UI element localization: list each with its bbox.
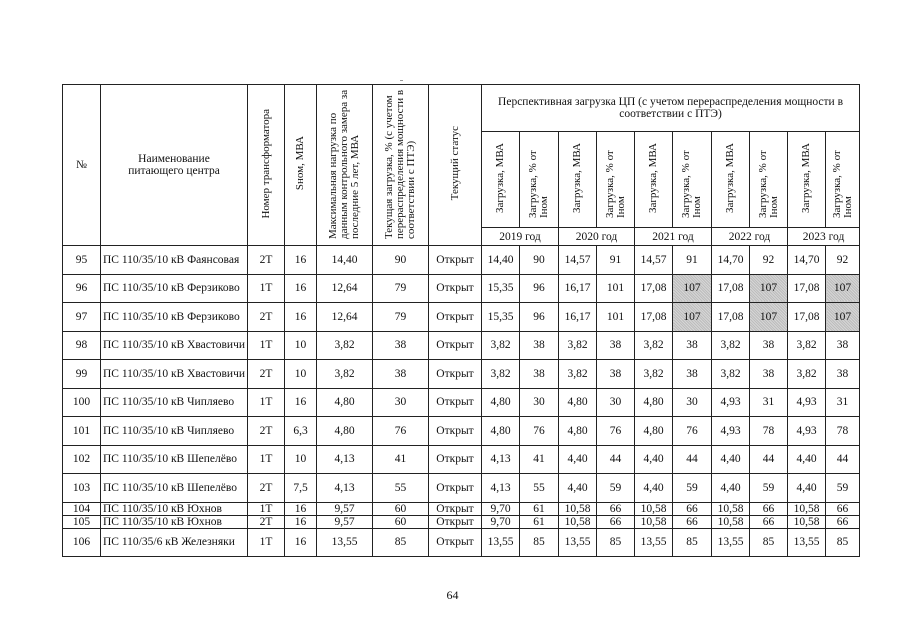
cell-load-pct: 107 xyxy=(673,274,712,303)
cell-status: Открыт xyxy=(429,331,482,360)
cell-load-pct: 61 xyxy=(520,515,559,528)
cell-load-mva: 13,55 xyxy=(712,528,750,557)
cell-load-mva: 3,82 xyxy=(482,360,520,389)
cell-maxload: 12,64 xyxy=(317,303,373,332)
header-load-pct-2022 xyxy=(750,132,788,228)
cell-load-pct: 66 xyxy=(750,502,788,515)
cell-load-mva: 4,40 xyxy=(712,474,750,503)
header-transformer xyxy=(248,85,285,246)
cell-load-mva: 15,35 xyxy=(482,274,520,303)
header-year-2022: 2022 год xyxy=(712,228,788,246)
header-perspective xyxy=(482,85,860,132)
cell-load-mva: 4,40 xyxy=(559,445,597,474)
cell-load-mva: 13,55 xyxy=(482,528,520,557)
cell-snom: 7,5 xyxy=(285,474,317,503)
cell-load-mva: 10,58 xyxy=(559,502,597,515)
cell-snom: 6,3 xyxy=(285,417,317,446)
cell-load-mva: 13,55 xyxy=(788,528,826,557)
header-load-mva-text: Загрузка, МВА xyxy=(571,142,583,214)
cell-load-mva: 3,82 xyxy=(712,331,750,360)
cell-load-mva: 10,58 xyxy=(635,502,673,515)
cell-load-mva: 4,80 xyxy=(559,417,597,446)
cell-curload: 30 xyxy=(373,388,429,417)
cell-curload: 55 xyxy=(373,474,429,503)
cell-name: ПС 110/35/10 кВ Ферзиково xyxy=(101,274,248,303)
cell-name: ПС 110/35/10 кВ Шепелёво xyxy=(101,445,248,474)
cell-load-mva: 4,40 xyxy=(788,445,826,474)
substation-load-table xyxy=(62,84,860,557)
cell-transformer: 2Т xyxy=(248,515,285,528)
table-row xyxy=(63,360,860,389)
cell-load-pct: 44 xyxy=(597,445,635,474)
scan-mark xyxy=(400,80,403,81)
cell-load-pct: 38 xyxy=(673,331,712,360)
header-load-pct-2023 xyxy=(826,132,860,228)
header-maxload xyxy=(317,85,373,246)
cell-load-mva: 3,82 xyxy=(635,331,673,360)
cell-name: ПС 110/35/10 кВ Шепелёво xyxy=(101,474,248,503)
cell-load-pct: 66 xyxy=(673,502,712,515)
cell-load-pct: 61 xyxy=(520,502,559,515)
cell-load-pct: 90 xyxy=(520,246,559,275)
cell-maxload: 9,57 xyxy=(317,502,373,515)
cell-num: 96 xyxy=(63,274,101,303)
cell-load-mva: 4,13 xyxy=(482,474,520,503)
header-load-mva-text: Загрузка, МВА xyxy=(494,142,506,214)
cell-load-pct: 41 xyxy=(520,445,559,474)
cell-maxload: 14,40 xyxy=(317,246,373,275)
cell-load-mva: 14,57 xyxy=(559,246,597,275)
cell-snom: 10 xyxy=(285,445,317,474)
header-load-pct-2019 xyxy=(520,132,559,228)
cell-num: 101 xyxy=(63,417,101,446)
cell-status: Открыт xyxy=(429,445,482,474)
cell-maxload: 3,82 xyxy=(317,331,373,360)
cell-status: Открыт xyxy=(429,417,482,446)
cell-curload: 60 xyxy=(373,502,429,515)
cell-load-pct: 44 xyxy=(673,445,712,474)
cell-load-pct: 38 xyxy=(826,331,860,360)
header-load-pct-2021 xyxy=(673,132,712,228)
cell-curload: 38 xyxy=(373,360,429,389)
cell-load-pct: 31 xyxy=(750,388,788,417)
cell-name: ПС 110/35/10 кВ Юхнов xyxy=(101,515,248,528)
cell-status: Открыт xyxy=(429,515,482,528)
cell-transformer: 2Т xyxy=(248,474,285,503)
cell-curload: 79 xyxy=(373,274,429,303)
header-load-mva-2023 xyxy=(788,132,826,228)
header-load-mva-text: Загрузка, МВА xyxy=(800,142,812,214)
cell-name: ПС 110/35/10 кВ Хвастовичи xyxy=(101,360,248,389)
cell-status: Открыт xyxy=(429,360,482,389)
cell-load-mva: 4,93 xyxy=(788,388,826,417)
cell-load-pct: 92 xyxy=(826,246,860,275)
cell-name: ПС 110/35/10 кВ Хвастовичи xyxy=(101,331,248,360)
table-row xyxy=(63,303,860,332)
cell-load-mva: 4,13 xyxy=(482,445,520,474)
cell-load-pct: 107 xyxy=(826,274,860,303)
table-row xyxy=(63,445,860,474)
cell-load-mva: 10,58 xyxy=(559,515,597,528)
cell-transformer: 1Т xyxy=(248,331,285,360)
table-row xyxy=(63,474,860,503)
cell-load-mva: 4,93 xyxy=(712,417,750,446)
header-num: № xyxy=(63,85,101,246)
cell-snom: 16 xyxy=(285,528,317,557)
cell-load-pct: 38 xyxy=(597,360,635,389)
header-snom-text: Sном, МВА xyxy=(294,136,306,191)
cell-load-pct: 31 xyxy=(826,388,860,417)
cell-status: Открыт xyxy=(429,246,482,275)
cell-snom: 16 xyxy=(285,388,317,417)
header-name-text: Наименование питающего центра xyxy=(128,153,220,177)
cell-load-pct: 92 xyxy=(750,246,788,275)
cell-load-pct: 44 xyxy=(750,445,788,474)
cell-load-pct: 85 xyxy=(673,528,712,557)
cell-status: Открыт xyxy=(429,502,482,515)
cell-load-pct: 107 xyxy=(673,303,712,332)
cell-load-pct: 30 xyxy=(597,388,635,417)
cell-load-mva: 3,82 xyxy=(788,331,826,360)
cell-num: 106 xyxy=(63,528,101,557)
cell-load-pct: 59 xyxy=(826,474,860,503)
header-status xyxy=(429,85,482,246)
cell-load-pct: 59 xyxy=(673,474,712,503)
header-year-2023: 2023 год xyxy=(788,228,860,246)
cell-load-mva: 17,08 xyxy=(635,274,673,303)
cell-load-pct: 38 xyxy=(826,360,860,389)
header-load-pct-text: Загрузка, % от Iном xyxy=(527,150,550,218)
cell-load-mva: 10,58 xyxy=(712,515,750,528)
cell-load-mva: 17,08 xyxy=(788,274,826,303)
header-transformer-text: Номер трансформатора xyxy=(259,108,272,219)
header-snom xyxy=(285,85,317,246)
cell-status: Открыт xyxy=(429,528,482,557)
cell-load-pct: 85 xyxy=(520,528,559,557)
cell-load-pct: 78 xyxy=(826,417,860,446)
cell-curload: 41 xyxy=(373,445,429,474)
cell-load-mva: 4,80 xyxy=(559,388,597,417)
cell-load-mva: 17,08 xyxy=(712,274,750,303)
header-maxload-text: Максимальная нагрузка по данным контрольного замера за последние 5 лет, МВА xyxy=(327,89,361,239)
cell-status: Открыт xyxy=(429,474,482,503)
cell-curload: 90 xyxy=(373,246,429,275)
cell-status: Открыт xyxy=(429,388,482,417)
cell-load-pct: 66 xyxy=(826,515,860,528)
cell-load-pct: 91 xyxy=(597,246,635,275)
cell-load-mva: 10,58 xyxy=(635,515,673,528)
cell-load-mva: 9,70 xyxy=(482,515,520,528)
header-load-mva-text: Загрузка, МВА xyxy=(724,142,736,214)
cell-transformer: 2Т xyxy=(248,360,285,389)
cell-snom: 16 xyxy=(285,502,317,515)
header-year-2020: 2020 год xyxy=(559,228,635,246)
cell-load-pct: 59 xyxy=(750,474,788,503)
header-load-pct-text: Загрузка, % от Iном xyxy=(680,150,703,218)
cell-load-pct: 101 xyxy=(597,303,635,332)
cell-maxload: 13,55 xyxy=(317,528,373,557)
cell-load-pct: 38 xyxy=(750,360,788,389)
cell-load-mva: 13,55 xyxy=(635,528,673,557)
cell-load-mva: 14,70 xyxy=(712,246,750,275)
cell-num: 99 xyxy=(63,360,101,389)
cell-load-mva: 3,82 xyxy=(712,360,750,389)
page-number: 64 xyxy=(446,588,459,602)
cell-load-mva: 4,80 xyxy=(635,388,673,417)
cell-load-pct: 96 xyxy=(520,274,559,303)
cell-curload: 38 xyxy=(373,331,429,360)
cell-transformer: 1Т xyxy=(248,274,285,303)
cell-curload: 76 xyxy=(373,417,429,446)
cell-load-mva: 14,40 xyxy=(482,246,520,275)
table-row xyxy=(63,417,860,446)
table-row xyxy=(63,388,860,417)
cell-load-pct: 91 xyxy=(673,246,712,275)
cell-maxload: 12,64 xyxy=(317,274,373,303)
cell-load-pct: 38 xyxy=(597,331,635,360)
header-load-pct-text: Загрузка, % от Iном xyxy=(603,150,627,218)
cell-load-mva: 4,40 xyxy=(635,445,673,474)
cell-maxload: 4,13 xyxy=(317,445,373,474)
header-load-pct-text: Загрузка, % от Iном xyxy=(756,150,780,218)
cell-name: ПС 110/35/10 кВ Чипляево xyxy=(101,388,248,417)
cell-load-mva: 4,80 xyxy=(482,417,520,446)
cell-load-mva: 14,57 xyxy=(635,246,673,275)
cell-num: 97 xyxy=(63,303,101,332)
cell-maxload: 3,82 xyxy=(317,360,373,389)
cell-maxload: 4,80 xyxy=(317,388,373,417)
cell-load-mva: 14,70 xyxy=(788,246,826,275)
cell-load-mva: 4,80 xyxy=(635,417,673,446)
cell-snom: 16 xyxy=(285,303,317,332)
table-body xyxy=(63,246,860,557)
cell-load-pct: 66 xyxy=(597,502,635,515)
cell-transformer: 1Т xyxy=(248,528,285,557)
cell-snom: 10 xyxy=(285,331,317,360)
cell-load-mva: 10,58 xyxy=(788,502,826,515)
header-load-pct-2020 xyxy=(597,132,635,228)
cell-load-pct: 107 xyxy=(826,303,860,332)
cell-load-mva: 9,70 xyxy=(482,502,520,515)
cell-load-mva: 4,80 xyxy=(482,388,520,417)
cell-load-mva: 17,08 xyxy=(712,303,750,332)
cell-load-mva: 16,17 xyxy=(559,274,597,303)
cell-load-pct: 59 xyxy=(597,474,635,503)
cell-load-mva: 3,82 xyxy=(559,331,597,360)
header-load-mva-2022 xyxy=(712,132,750,228)
header-load-mva-2020 xyxy=(559,132,597,228)
cell-transformer: 2Т xyxy=(248,246,285,275)
cell-load-mva: 3,82 xyxy=(788,360,826,389)
cell-transformer: 1Т xyxy=(248,502,285,515)
header-year-2021: 2021 год xyxy=(635,228,712,246)
cell-load-pct: 38 xyxy=(520,360,559,389)
cell-load-mva: 10,58 xyxy=(712,502,750,515)
cell-load-mva: 3,82 xyxy=(635,360,673,389)
cell-load-pct: 76 xyxy=(673,417,712,446)
cell-load-mva: 4,40 xyxy=(635,474,673,503)
cell-num: 102 xyxy=(63,445,101,474)
cell-curload: 60 xyxy=(373,515,429,528)
cell-snom: 16 xyxy=(285,274,317,303)
cell-load-pct: 66 xyxy=(750,515,788,528)
cell-load-pct: 30 xyxy=(520,388,559,417)
table-row xyxy=(63,502,860,515)
cell-load-pct: 78 xyxy=(750,417,788,446)
header-load-mva-2021 xyxy=(635,132,673,228)
cell-num: 105 xyxy=(63,515,101,528)
cell-load-pct: 85 xyxy=(750,528,788,557)
cell-load-mva: 4,93 xyxy=(788,417,826,446)
cell-load-pct: 38 xyxy=(673,360,712,389)
cell-load-pct: 96 xyxy=(520,303,559,332)
cell-num: 103 xyxy=(63,474,101,503)
cell-load-pct: 85 xyxy=(597,528,635,557)
cell-load-mva: 17,08 xyxy=(635,303,673,332)
cell-name: ПС 110/35/10 кВ Фаянсовая xyxy=(101,246,248,275)
header-status-text: Текущий статус xyxy=(448,126,461,201)
cell-load-mva: 4,93 xyxy=(712,388,750,417)
cell-load-mva: 16,17 xyxy=(559,303,597,332)
cell-snom: 16 xyxy=(285,246,317,275)
cell-name: ПС 110/35/10 кВ Ферзиково xyxy=(101,303,248,332)
cell-load-pct: 76 xyxy=(597,417,635,446)
cell-num: 95 xyxy=(63,246,101,275)
cell-load-mva: 15,35 xyxy=(482,303,520,332)
cell-maxload: 4,80 xyxy=(317,417,373,446)
header-curload xyxy=(373,85,429,246)
cell-load-pct: 44 xyxy=(826,445,860,474)
cell-load-pct: 107 xyxy=(750,303,788,332)
table-row xyxy=(63,528,860,557)
cell-load-pct: 101 xyxy=(597,274,635,303)
cell-load-pct: 85 xyxy=(826,528,860,557)
cell-curload: 85 xyxy=(373,528,429,557)
header-load-pct-text: Загрузка, % от Iном xyxy=(830,150,854,218)
header-load-mva-text: Загрузка, МВА xyxy=(647,142,659,214)
header-load-mva-2019 xyxy=(482,132,520,228)
cell-load-mva: 4,40 xyxy=(788,474,826,503)
cell-load-pct: 38 xyxy=(750,331,788,360)
cell-snom: 10 xyxy=(285,360,317,389)
table-row xyxy=(63,515,860,528)
cell-load-mva: 3,82 xyxy=(559,360,597,389)
cell-name: ПС 110/35/10 кВ Юхнов xyxy=(101,502,248,515)
cell-snom: 16 xyxy=(285,515,317,528)
cell-transformer: 2Т xyxy=(248,303,285,332)
cell-transformer: 2Т xyxy=(248,417,285,446)
cell-load-mva: 3,82 xyxy=(482,331,520,360)
table-row xyxy=(63,274,860,303)
header-perspective-text: Перспективная загрузка ЦП (с учетом перераспределения мощности в соответствии с ПТЭ) xyxy=(498,96,844,120)
header-name xyxy=(101,85,248,246)
cell-transformer: 1Т xyxy=(248,388,285,417)
cell-curload: 79 xyxy=(373,303,429,332)
cell-num: 104 xyxy=(63,502,101,515)
cell-load-pct: 76 xyxy=(520,417,559,446)
cell-name: ПС 110/35/10 кВ Чипляево xyxy=(101,417,248,446)
cell-transformer: 1Т xyxy=(248,445,285,474)
cell-load-pct: 107 xyxy=(750,274,788,303)
cell-load-pct: 38 xyxy=(520,331,559,360)
cell-load-mva: 10,58 xyxy=(788,515,826,528)
cell-name: ПС 110/35/6 кВ Железняки xyxy=(101,528,248,557)
cell-status: Открыт xyxy=(429,303,482,332)
cell-load-pct: 66 xyxy=(826,502,860,515)
cell-maxload: 4,13 xyxy=(317,474,373,503)
table-row xyxy=(63,246,860,275)
header-curload-text: Текущая загрузка, % (с учетом перераспределения мощности в соответствии с ПТЭ) xyxy=(383,89,417,239)
cell-load-mva: 4,40 xyxy=(712,445,750,474)
cell-status: Открыт xyxy=(429,274,482,303)
cell-num: 98 xyxy=(63,331,101,360)
cell-load-pct: 55 xyxy=(520,474,559,503)
cell-load-pct: 66 xyxy=(673,515,712,528)
cell-load-mva: 4,40 xyxy=(559,474,597,503)
cell-load-pct: 30 xyxy=(673,388,712,417)
cell-load-pct: 66 xyxy=(597,515,635,528)
cell-load-mva: 13,55 xyxy=(559,528,597,557)
cell-num: 100 xyxy=(63,388,101,417)
table-row xyxy=(63,331,860,360)
header-year-2019: 2019 год xyxy=(482,228,559,246)
cell-load-mva: 17,08 xyxy=(788,303,826,332)
cell-maxload: 9,57 xyxy=(317,515,373,528)
